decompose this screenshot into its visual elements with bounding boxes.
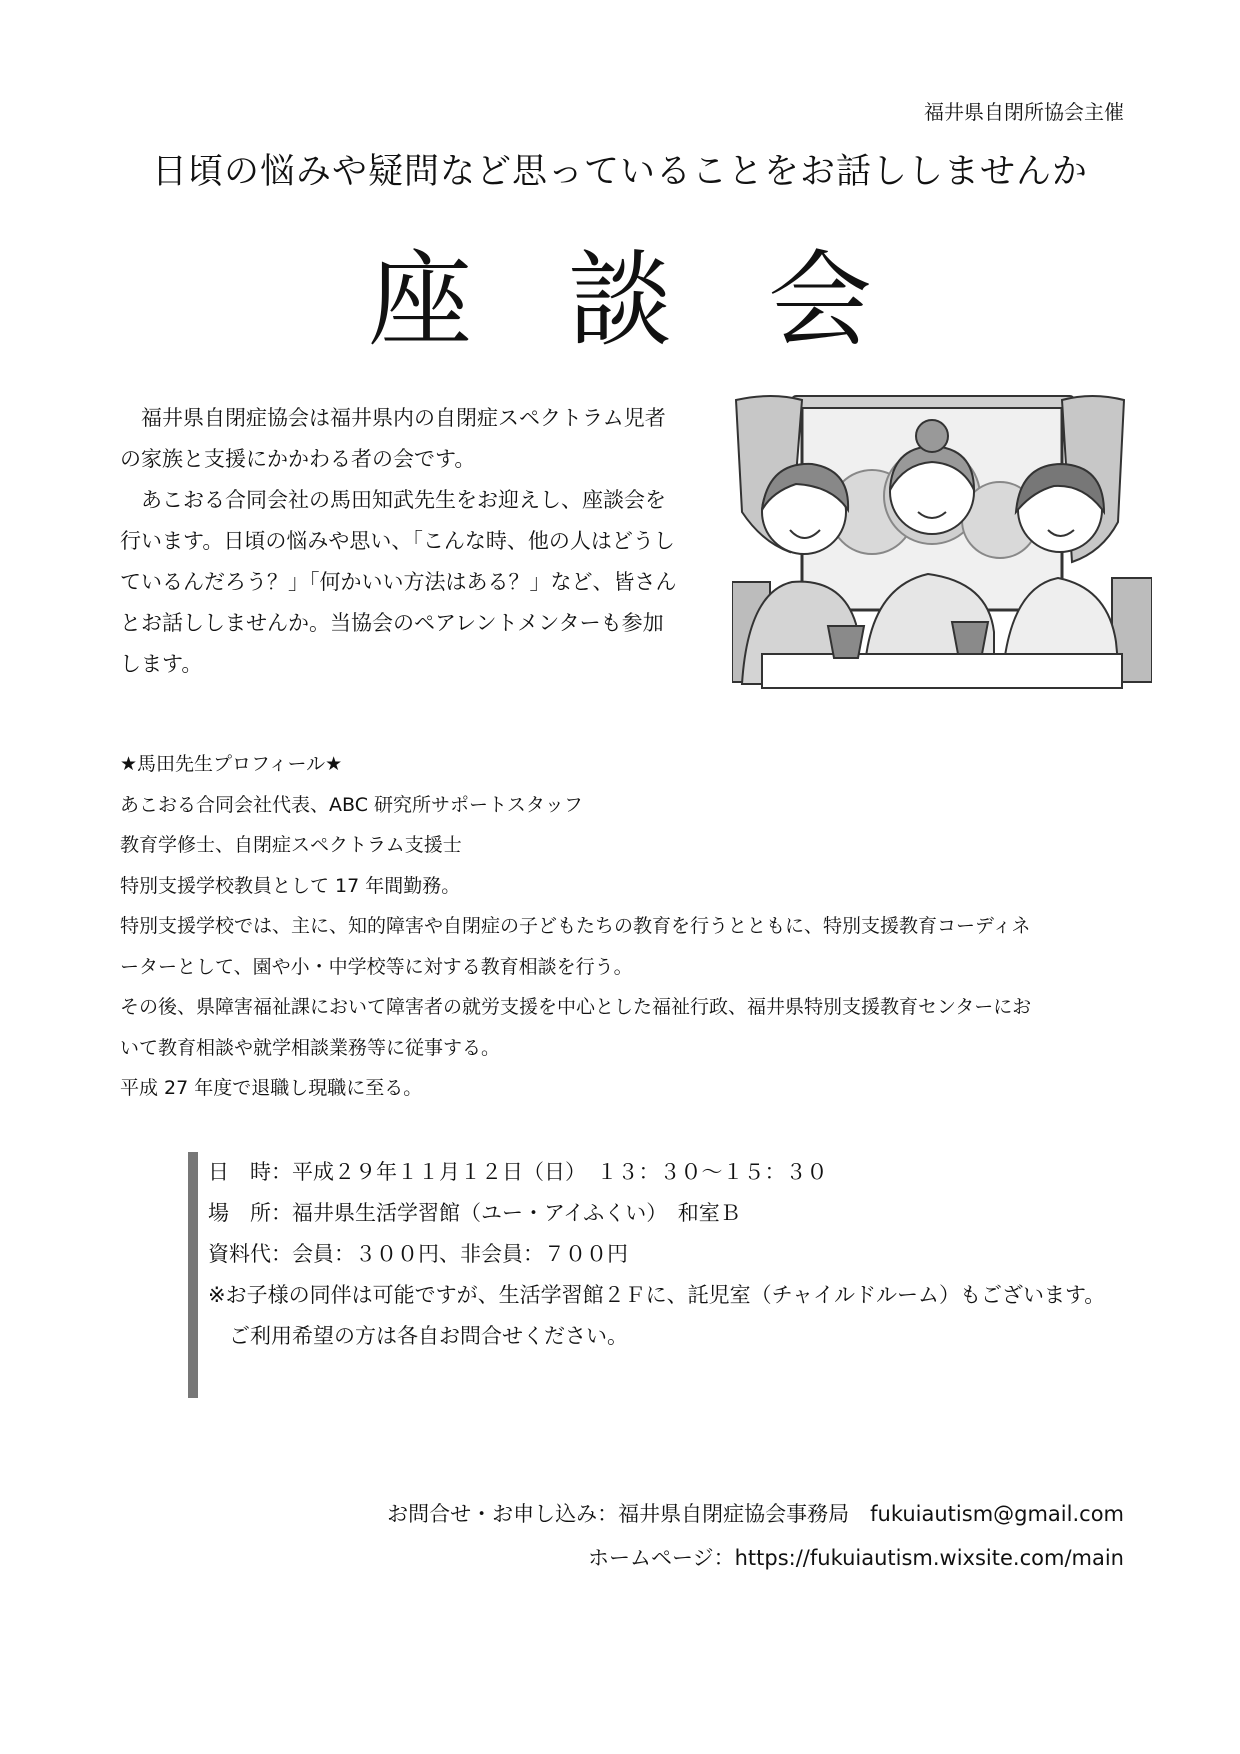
profile-section [120, 744, 1130, 1109]
title-char-1: 座 [368, 239, 473, 361]
event-note-2: ご利用希望の方は各自お問合せください。 [208, 1324, 628, 1348]
profile-heading: ★馬田先生プロフィール★ [120, 753, 343, 775]
contact-section [387, 1492, 1124, 1580]
profile-line: 特別支援学校教員として 17 年間勤務。 [120, 874, 461, 897]
intro-paragraph-2: あこおる合同会社の馬田知武先生をお迎えし、座談会を 行います。日頃の悩みや思い、「こんな時、他の人はどうし ているんだろう？」「何かいい方法はある？」など、皆さん とお話ししませんか。当協会のペアレントメンターも参加 します。 [120, 488, 677, 676]
profile-line: 教育学修士、自閉症スペクトラム支援士 [120, 834, 462, 856]
organizer-text: 福井県自閉所協会主催 [924, 100, 1124, 124]
profile-line: その後、県障害福祉課において障害者の就労支援を中心とした福祉行政、福井県特別支援教育センターにお [120, 996, 1032, 1018]
profile-line: ーターとして、園や小・中学校等に対する教育相談を行う。 [120, 955, 633, 978]
event-note: ※お子様の同伴は可能ですが、生活学習館２Ｆに、託児室（チャイルドルーム）もございます。 [208, 1283, 1106, 1307]
title-char-3: 会 [768, 239, 873, 361]
intro-text [120, 398, 700, 685]
profile-line: 特別支援学校では、主に、知的障害や自閉症の子どもたちの教育を行うとともに、特別支援教育コーディネ [120, 915, 1031, 937]
profile-line: 平成 27 年度で退職し現職に至る。 [120, 1077, 423, 1099]
profile-line: いて教育相談や就学相談業務等に従事する。 [120, 1036, 501, 1059]
contact-inquiry: お問合せ・お申し込み：福井県自閉症協会事務局 fukuiautism@gmail.com [387, 1502, 1124, 1526]
intro-paragraph-1: 福井県自閉症協会は福井県内の自閉症スペクトラム児者 の家族と支援にかかわる者の会です。 [120, 406, 666, 471]
illustration-three-women-tea [732, 392, 1152, 692]
event-place: 場 所：福井県生活学習館（ユー・アイふくい） 和室Ｂ [208, 1201, 741, 1225]
subtitle: 日頃の悩みや疑問など思っていることをお話ししませんか [151, 152, 1088, 192]
event-fee: 資料代：会員：３００円、非会員：７００円 [208, 1242, 628, 1266]
contact-homepage: ホームページ：https://fukuiautism.wixsite.com/main [588, 1546, 1124, 1570]
profile-line: あこおる合同会社代表、ABC 研究所サポートスタッフ [120, 793, 583, 816]
title-char-2: 談 [568, 239, 673, 361]
event-datetime: 日 時：平成２９年１１月１２日（日） １３：３０〜１５：３０ [208, 1160, 828, 1184]
event-details [188, 1152, 1168, 1398]
